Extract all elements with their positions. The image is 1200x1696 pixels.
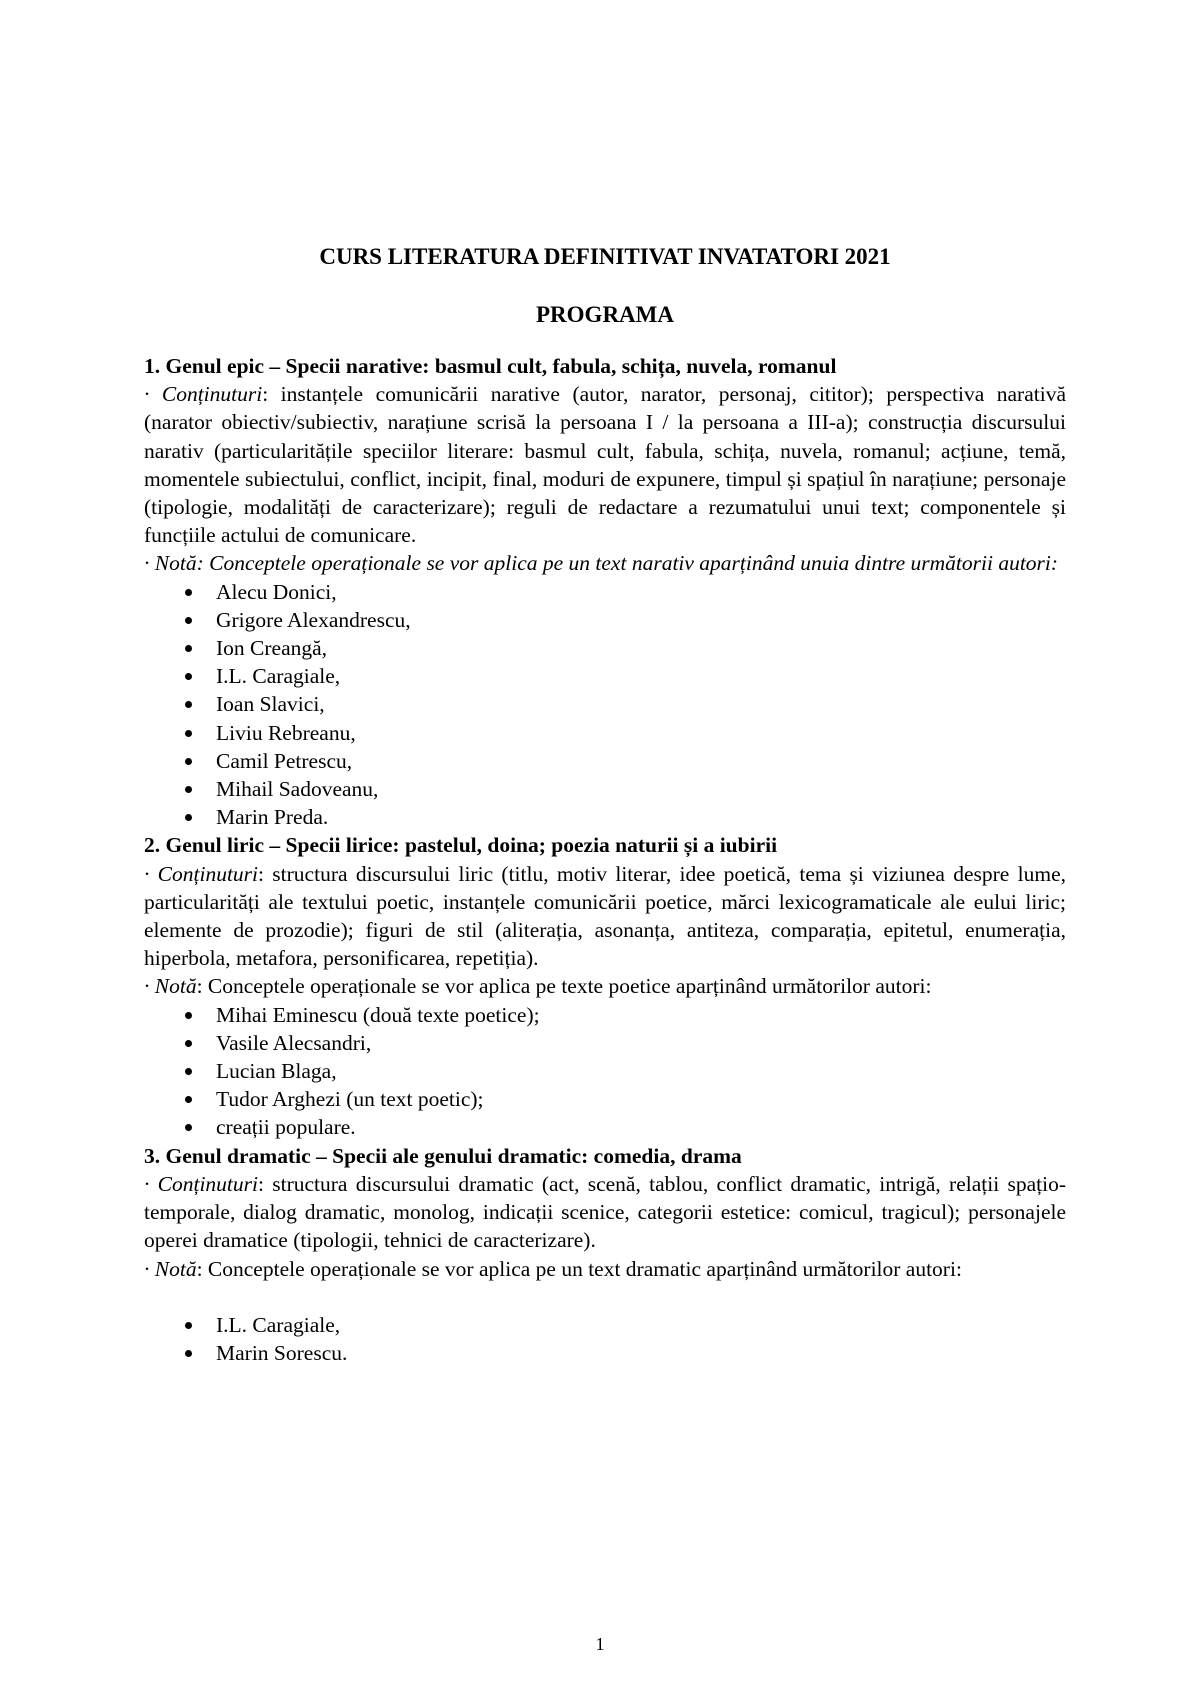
- list-item: Lucian Blaga,: [185, 1057, 1066, 1085]
- section-genul-liric: [144, 831, 1066, 1141]
- author-list: [144, 1311, 1066, 1367]
- content-text: : structura discursului liric (titlu, motiv literar, idee poetică, tema și viziunea despre lume, particularități ale textului poetic, instanțele comunicării poetice, mărci lexicogramaticale ale eului liric; elemente de prozodie); figuri de stil (aliterația, asonanța, antiteza, comparația, epitetul, enumerația, hiperbola, metafora, personificarea, repetiția).: [144, 861, 1066, 971]
- section-heading: 2. Genul liric – Specii lirice: pastelul, doina; poezia naturii și a iubirii: [144, 833, 778, 858]
- document-subtitle: PROGRAMA: [536, 302, 674, 327]
- note-label: · Notă: [144, 974, 197, 999]
- content-label: · Conținuturi: [144, 1171, 258, 1196]
- section-heading: 3. Genul dramatic – Specii ale genului dramatic: comedia, drama: [144, 1143, 742, 1168]
- content-text: : instanțele comunicării narative (autor, narator, personaj, cititor); perspectiva narativă (narator obiectiv/subiectiv, narațiune scrisă la persoana I / la persoana a III-a); construcția discursului narativ (particularitățile speciilor literare: basmul cult, fabula, schița, nuvela, romanul; acțiune, temă, momentele subiectului, conflict, incipit, final, moduri de expunere, timpul și spațiul în narațiune; personaje (tipologie, modalități de caracterizare); reguli de redactare a rezumatului unui text; componentele și funcțiile actului de comunicare.: [144, 382, 1066, 548]
- list-item: I.L. Caragiale,: [185, 662, 1066, 690]
- content-text: : structura discursului dramatic (act, scenă, tablou, conflict dramatic, intrigă, relații spațio-temporale, dialog dramatic, monolog, indicații scenice, categorii estetice: comicul, tragicul); personajele operei dramatice (tipologii, tehnici de caracterizare).: [144, 1171, 1066, 1253]
- section-note: [144, 1255, 1066, 1283]
- list-item: Grigore Alexandrescu,: [185, 606, 1066, 634]
- document-title: CURS LITERATURA DEFINITIVAT INVATATORI 2021: [319, 244, 891, 269]
- content-label: · Conținuturi: [144, 382, 263, 407]
- list-item: creații populare.: [185, 1113, 1066, 1141]
- section-note: [144, 972, 1066, 1000]
- list-item: Liviu Rebreanu,: [185, 719, 1066, 747]
- list-item: Marin Preda.: [185, 803, 1066, 831]
- section-content-paragraph: [144, 860, 1066, 973]
- list-item: Tudor Arghezi (un text poetic);: [185, 1085, 1066, 1113]
- list-item: Vasile Alecsandri,: [185, 1029, 1066, 1057]
- list-item: Marin Sorescu.: [185, 1339, 1066, 1367]
- note-text: : Conceptele operaționale se vor aplica pe texte poetice aparținând următorilor autori:: [196, 974, 932, 999]
- list-item: Ion Creangă,: [185, 634, 1066, 662]
- author-list: [144, 1001, 1066, 1142]
- page-number: 1: [595, 1634, 605, 1654]
- list-item: Alecu Donici,: [185, 578, 1066, 606]
- list-item: I.L. Caragiale,: [185, 1311, 1066, 1339]
- section-content-paragraph: [144, 1170, 1066, 1255]
- note-text: : Conceptele operaționale se vor aplica pe un text dramatic aparținând următorilor autori:: [196, 1256, 962, 1281]
- section-genul-dramatic: [144, 1142, 1066, 1368]
- section-genul-epic: [144, 352, 1066, 831]
- list-item: Mihai Eminescu (două texte poetice);: [185, 1001, 1066, 1029]
- blank-line: [144, 1283, 1066, 1311]
- list-item: Mihail Sadoveanu,: [185, 775, 1066, 803]
- note-label: · Notă: [144, 1256, 197, 1281]
- content-label: · Conținuturi: [144, 861, 259, 886]
- section-heading: 1. Genul epic – Specii narative: basmul cult, fabula, schița, nuvela, romanul: [144, 354, 837, 378]
- note-label: · Notă:: [144, 551, 204, 576]
- list-item: Camil Petrescu,: [185, 747, 1066, 775]
- section-content-paragraph: [144, 380, 1066, 549]
- document-body: [144, 242, 1066, 1367]
- section-note: [144, 549, 1066, 577]
- author-list: [144, 578, 1066, 832]
- note-text: Conceptele operaționale se vor aplica pe un text narativ aparținând unuia dintre următorii autori:: [203, 551, 1059, 576]
- list-item: Ioan Slavici,: [185, 690, 1066, 718]
